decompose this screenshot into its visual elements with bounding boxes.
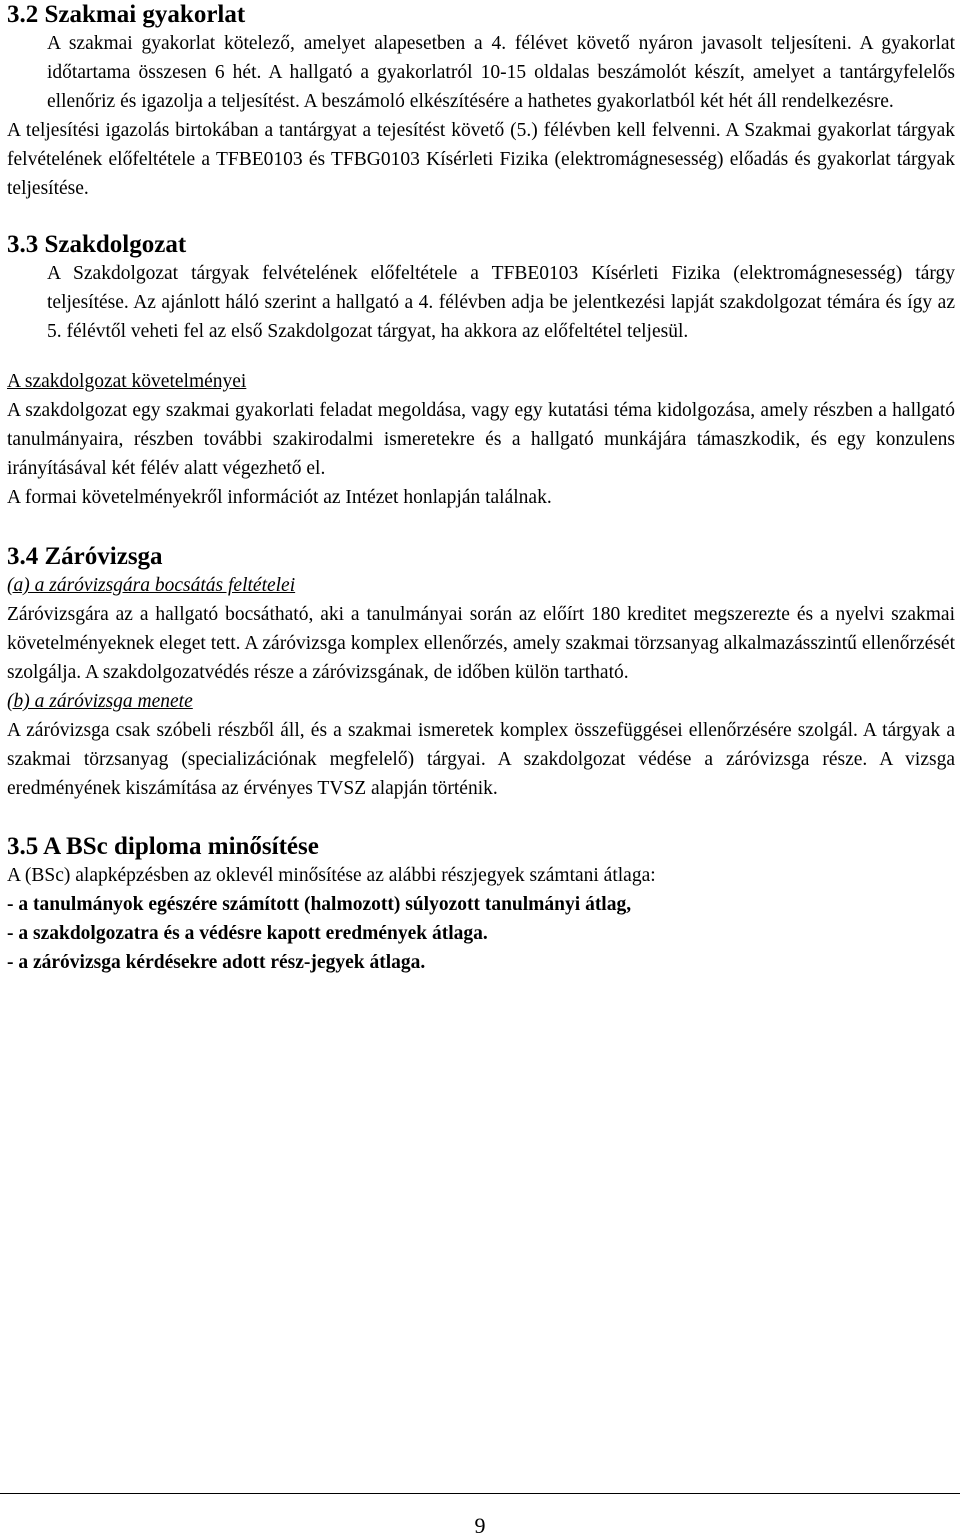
subheading-zarovizsga-feltetelei: (a) a záróvizsgára bocsátás feltételei (7, 575, 296, 596)
paragraph-szakdolgozat-1: A Szakdolgozat tárgyak felvételének előfeltétele a TFBE0103 Kísérleti Fizika (elektromágnesesség) tárgy teljesítése. Az ajánlott háló szerint a hallgató a 4. félévben adja be jelentkezési lapját szakdolgozat témára és így az 5. félévtől veheti fel az első Szakdolgozat tárgyat, ha akkora az előfeltétel teljesül. (47, 263, 955, 342)
footer-divider (0, 1493, 960, 1494)
section-heading-bsc-diploma: 3.5 A BSc diploma minősítése (7, 833, 319, 860)
paragraph-bsc-diploma-intro: A (BSc) alapképzésben az oklevél minősítése az alábbi részjegyek számtani átlaga: (7, 865, 656, 886)
subheading-szakdolgozat-kovetelmenyei: A szakdolgozat követelményei (7, 371, 247, 392)
paragraph-zarovizsga-2: A záróvizsga csak szóbeli részből áll, és a szakmai ismeretek komplex összefüggései ellenőrzésére szolgál. A tárgyak a szakmai törzsanyag (specializációnak megfelelő) tárgyai. A szakdolgozat védése a záróvizsga része. A vizsga eredményének kiszámítása az érvényes TVSZ alapján történik. (7, 720, 955, 799)
paragraph-zarovizsga-1: Záróvizsgára az a hallgató bocsátható, aki a tanulmányai során az előírt 180 kreditet megszerezte és a nyelvi szakmai követelményeknek eleget tett. A záróvizsga komplex ellenőrzés, amely szakmai törzsanyag alkalmazásszintű ellenőrzését szolgálja. A szakdolgozatvédés része a záróvizsgának, de időben külön tartható. (7, 604, 955, 683)
list-item-bsc-2: - a szakdolgozatra és a védésre kapott eredmények átlaga. (7, 923, 488, 944)
list-item-bsc-1: - a tanulmányok egészére számított (halmozott) súlyozott tanulmányi átlag, (7, 894, 632, 915)
paragraph-szakmai-gyakorlat-1: A szakmai gyakorlat kötelező, amelyet alapesetben a 4. félévet követő nyáron javasolt teljesíteni. A gyakorlat időtartama összesen 6 hét. A hallgató a gyakorlatról 10-15 oldalas beszámolót készít, amelyet a tantárgyfelelős ellenőriz és igazolja a teljesítést. A beszámoló elkészítésére a hathetes gyakorlatból két hét áll rendelkezésre. (47, 33, 955, 112)
paragraph-szakdolgozat-2: A szakdolgozat egy szakmai gyakorlati feladat megoldása, vagy egy kutatási téma kidolgozása, amely részben a hallgató tanulmányaira, részben további szakirodalmi ismeretekre és a hallgató munkájára támaszkodik, és egy konzulens irányításával két félév alatt végezhető el. (7, 400, 955, 479)
paragraph-szakdolgozat-3: A formai követelményekről információt az Intézet honlapján találnak. (7, 487, 552, 508)
section-heading-szakmai-gyakorlat: 3.2 Szakmai gyakorlat (7, 1, 246, 28)
section-heading-zarovizsga: 3.4 Záróvizsga (7, 543, 163, 570)
paragraph-szakmai-gyakorlat-2: A teljesítési igazolás birtokában a tantárgyat a tejesítést követő (5.) félévben kell felvenni. A Szakmai gyakorlat tárgyak felvételének előfeltétele a TFBE0103 és TFBG0103 Kísérleti Fizika (elektromágnesesség) előadás és gyakorlat tárgyak teljesítése. (7, 120, 955, 199)
document-page (7, 0, 955, 977)
subheading-zarovizsga-menete: (b) a záróvizsga menete (7, 691, 193, 712)
page-number: 9 (474, 1513, 486, 1538)
section-heading-szakdolgozat: 3.3 Szakdolgozat (7, 231, 187, 258)
list-item-bsc-3: - a záróvizsga kérdésekre adott rész-jegyek átlaga. (7, 952, 426, 973)
